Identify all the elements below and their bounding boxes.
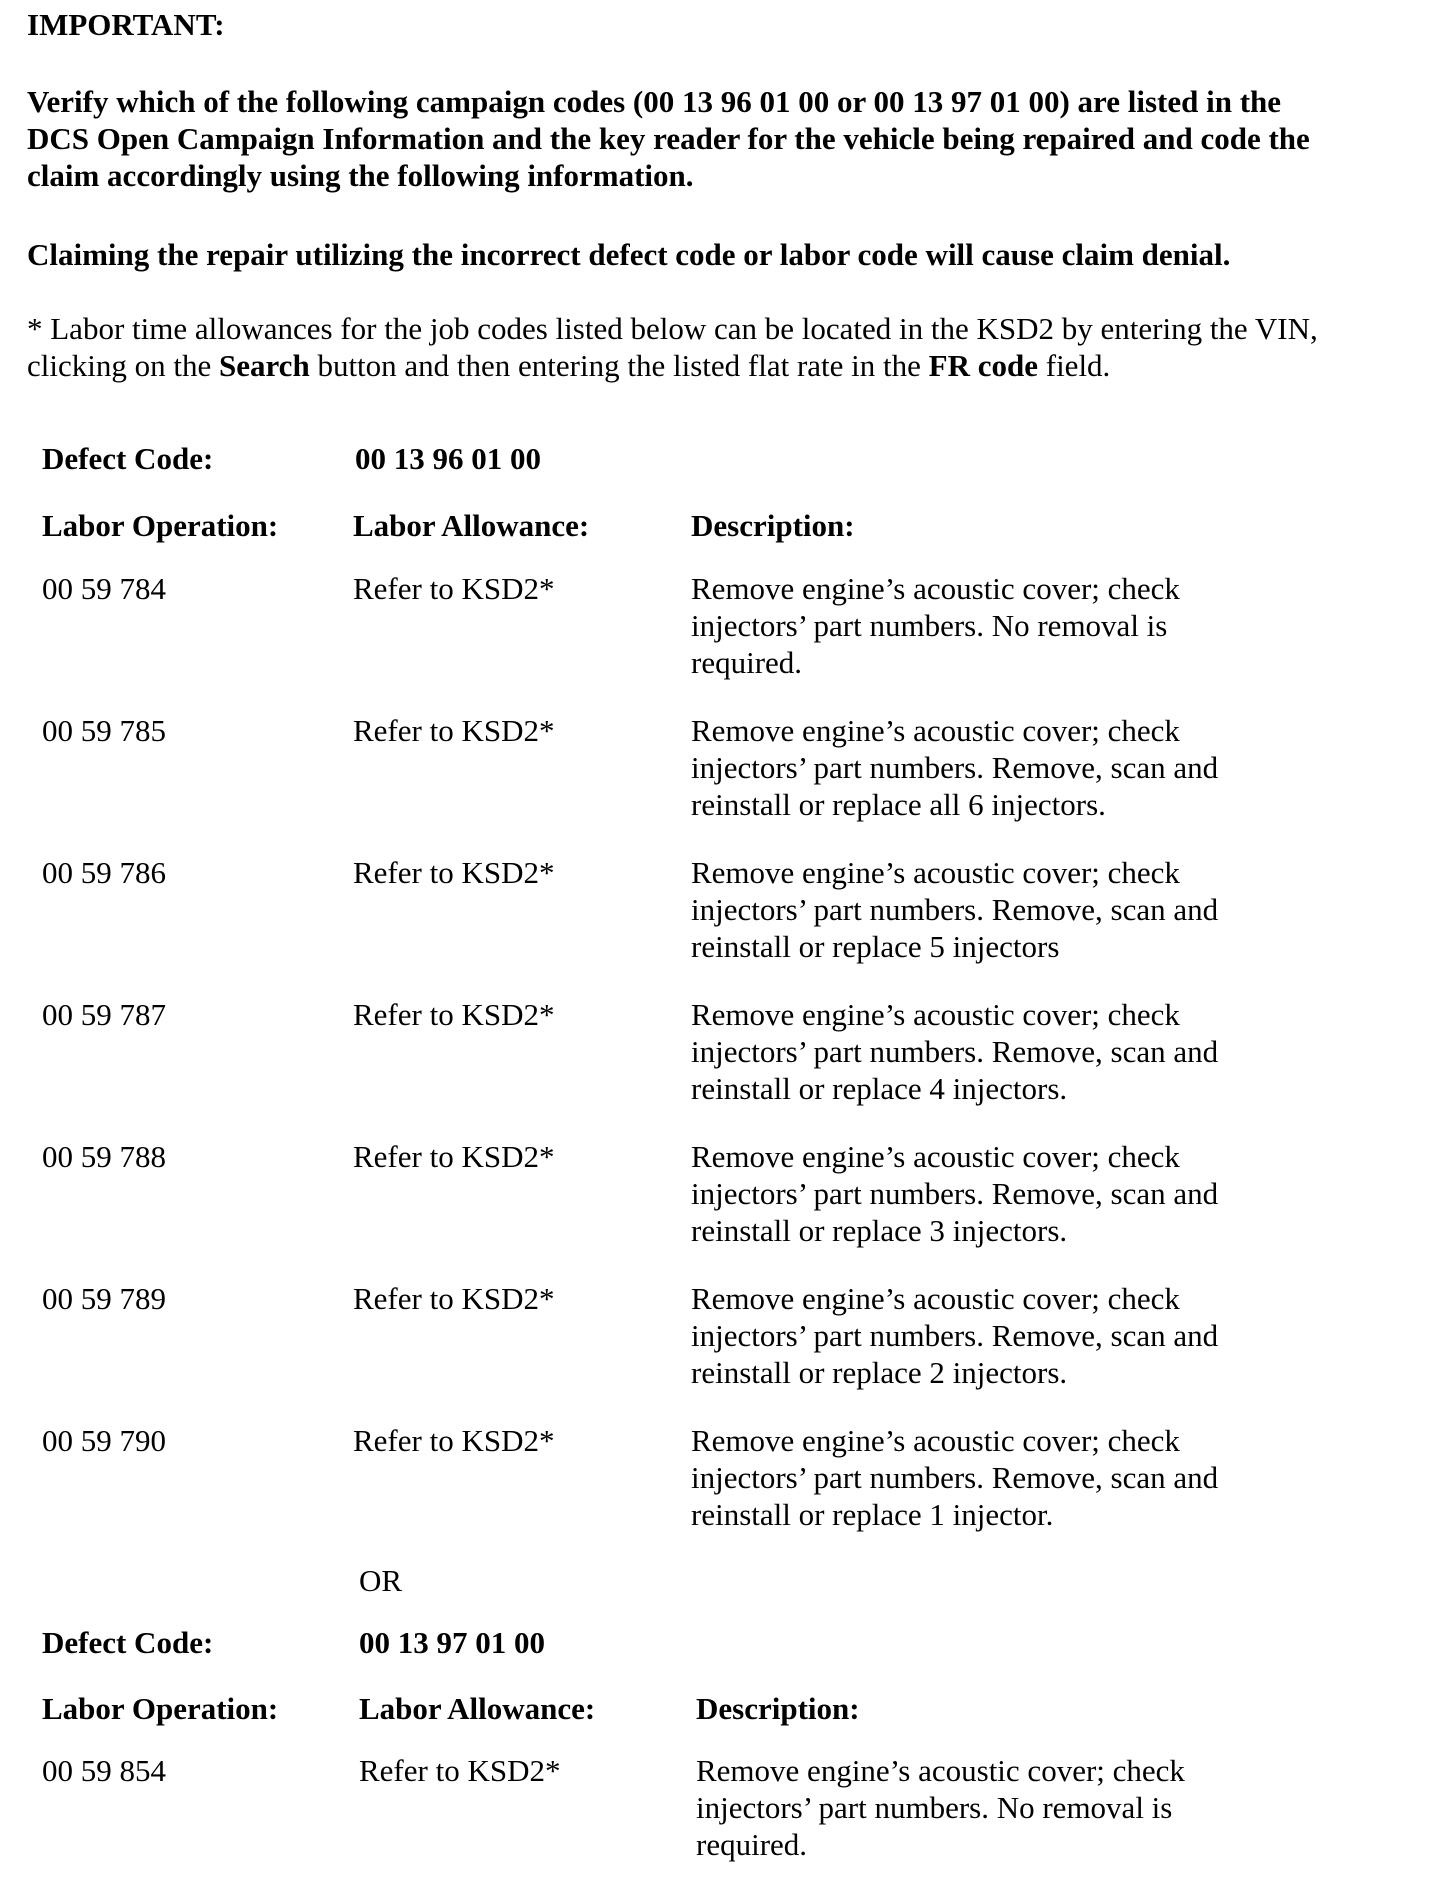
description-line: injectors’ part numbers. Remove, scan and	[691, 892, 1219, 927]
labor-note-line	[27, 347, 1318, 384]
description-line: reinstall or replace 2 injectors.	[691, 1355, 1068, 1390]
labor-operation-code: 00 59 789	[42, 1281, 166, 1316]
description-line: injectors’ part numbers. Remove, scan and	[691, 1034, 1219, 1069]
column-header-labor-allowance: Labor Allowance:	[353, 508, 590, 543]
labor-allowance: Refer to KSD2*	[359, 1753, 561, 1788]
labor-operation-code: 00 59 785	[42, 713, 166, 748]
verify-line: Verify which of the following campaign codes (00 13 96 01 00 or 00 13 97 01 00) are listed in the	[27, 84, 1282, 119]
description	[691, 1280, 1218, 1391]
description-line: reinstall or replace 3 injectors.	[691, 1213, 1068, 1248]
description-line: injectors’ part numbers. No removal is	[696, 1790, 1173, 1825]
description-line: reinstall or replace all 6 injectors.	[691, 787, 1106, 822]
note-text: button and then entering the listed flat rate in the	[309, 348, 929, 383]
description	[691, 1422, 1218, 1533]
labor-operation-code: 00 59 788	[42, 1139, 166, 1174]
description-line: Remove engine’s acoustic cover; check	[691, 1139, 1180, 1174]
description	[691, 854, 1218, 965]
description-line: Remove engine’s acoustic cover; check	[691, 571, 1180, 606]
labor-note-line: * Labor time allowances for the job codes listed below can be located in the KSD2 by entering the VIN,	[27, 311, 1318, 346]
or-separator: OR	[359, 1563, 403, 1598]
column-header-labor-operation: Labor Operation:	[42, 508, 279, 543]
description-line: required.	[696, 1827, 808, 1862]
description-line: Remove engine’s acoustic cover; check	[691, 997, 1180, 1032]
description-line: injectors’ part numbers. Remove, scan and	[691, 750, 1219, 785]
verify-line: claim accordingly using the following information.	[27, 158, 694, 193]
labor-allowance: Refer to KSD2*	[353, 1139, 555, 1174]
description-line: required.	[691, 645, 803, 680]
description	[691, 570, 1180, 681]
description-line: Remove engine’s acoustic cover; check	[696, 1753, 1185, 1788]
labor-operation-code: 00 59 787	[42, 997, 166, 1032]
defect-code-value: 00 13 96 01 00	[355, 441, 541, 476]
column-header-labor-allowance: Labor Allowance:	[359, 1691, 596, 1726]
description	[691, 712, 1218, 823]
labor-allowance: Refer to KSD2*	[353, 855, 555, 890]
column-header-labor-operation: Labor Operation:	[42, 1691, 279, 1726]
labor-allowance: Refer to KSD2*	[353, 1281, 555, 1316]
labor-allowance: Refer to KSD2*	[353, 713, 555, 748]
claiming-warning: Claiming the repair utilizing the incorrect defect code or labor code will cause claim denial.	[27, 237, 1231, 272]
description-line: injectors’ part numbers. Remove, scan and	[691, 1318, 1219, 1353]
description	[691, 996, 1218, 1107]
description-line: injectors’ part numbers. No removal is	[691, 608, 1168, 643]
description-line: reinstall or replace 1 injector.	[691, 1497, 1054, 1532]
verify-line: DCS Open Campaign Information and the key reader for the vehicle being repaired and code the	[27, 121, 1310, 156]
description-line: injectors’ part numbers. Remove, scan and	[691, 1460, 1219, 1495]
labor-allowance: Refer to KSD2*	[353, 571, 555, 606]
search-keyword: Search	[218, 348, 310, 383]
defect-code-label: Defect Code:	[42, 441, 214, 476]
labor-operation-code: 00 59 784	[42, 571, 166, 606]
important-heading: IMPORTANT:	[27, 7, 225, 42]
description-line: reinstall or replace 4 injectors.	[691, 1071, 1068, 1106]
labor-allowance: Refer to KSD2*	[353, 1423, 555, 1458]
description-line: Remove engine’s acoustic cover; check	[691, 855, 1180, 890]
description-line: Remove engine’s acoustic cover; check	[691, 713, 1180, 748]
fr-code-keyword: FR code	[928, 348, 1038, 383]
description-line: injectors’ part numbers. Remove, scan and	[691, 1176, 1219, 1211]
labor-operation-code: 00 59 790	[42, 1423, 166, 1458]
column-header-description: Description:	[696, 1691, 860, 1726]
defect-code-value: 00 13 97 01 00	[359, 1625, 545, 1660]
description-line: Remove engine’s acoustic cover; check	[691, 1281, 1180, 1316]
labor-operation-code: 00 59 854	[42, 1753, 166, 1788]
column-header-description: Description:	[691, 508, 855, 543]
note-text: clicking on the	[27, 348, 219, 383]
description	[696, 1752, 1185, 1863]
labor-operation-code: 00 59 786	[42, 855, 166, 890]
defect-code-label: Defect Code:	[42, 1625, 214, 1660]
labor-allowance: Refer to KSD2*	[353, 997, 555, 1032]
verify-paragraph	[27, 83, 1310, 194]
description-line: reinstall or replace 5 injectors	[691, 929, 1060, 964]
note-text: field.	[1038, 348, 1111, 383]
labor-note-paragraph	[27, 310, 1318, 384]
description	[691, 1138, 1218, 1249]
description-line: Remove engine’s acoustic cover; check	[691, 1423, 1180, 1458]
